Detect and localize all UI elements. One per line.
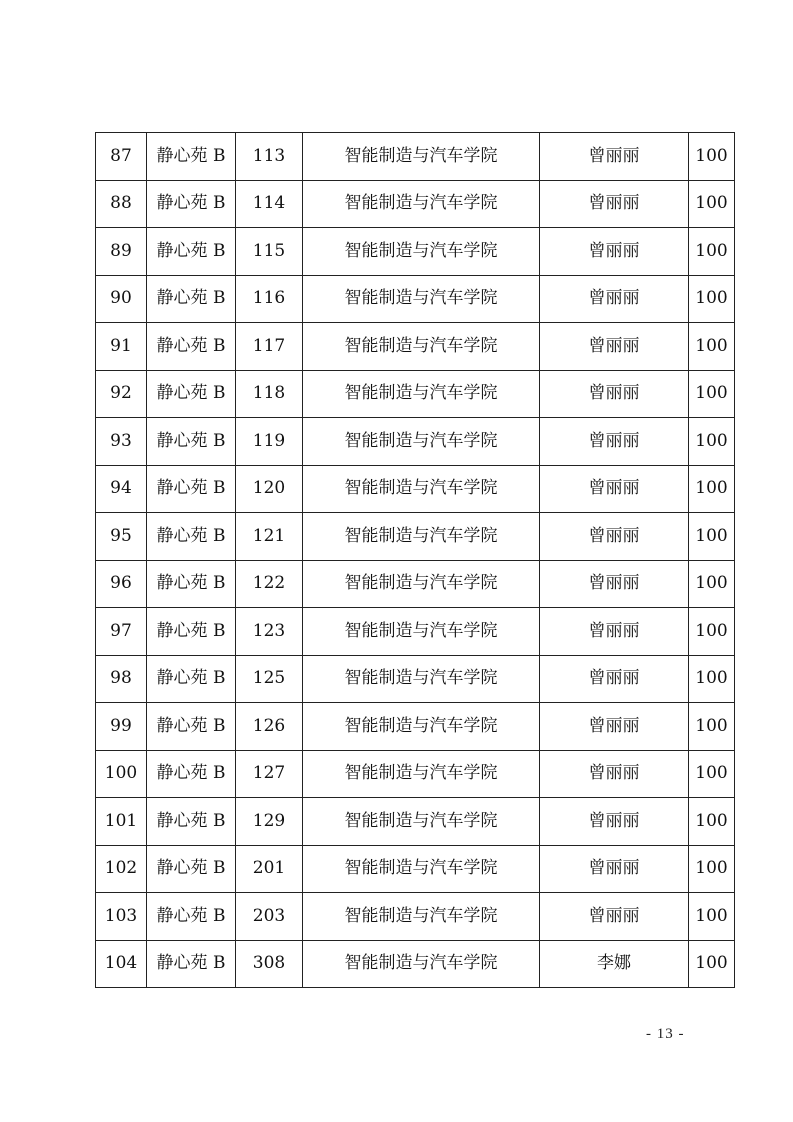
table-row bbox=[96, 465, 735, 513]
score-cell: 100 bbox=[689, 798, 735, 846]
college-cell: 智能制造与汽车学院 bbox=[303, 418, 540, 466]
room-number-cell: 122 bbox=[236, 560, 303, 608]
row-index-cell: 103 bbox=[96, 893, 147, 941]
table-row bbox=[96, 940, 735, 988]
college-cell: 智能制造与汽车学院 bbox=[303, 893, 540, 941]
score-cell: 100 bbox=[689, 465, 735, 513]
score-cell: 100 bbox=[689, 750, 735, 798]
score-cell: 100 bbox=[689, 703, 735, 751]
table-row bbox=[96, 845, 735, 893]
score-cell: 100 bbox=[689, 845, 735, 893]
table-row bbox=[96, 703, 735, 751]
building-cell: 静心苑 B bbox=[147, 798, 236, 846]
score-cell: 100 bbox=[689, 370, 735, 418]
score-cell: 100 bbox=[689, 560, 735, 608]
room-number-cell: 113 bbox=[236, 133, 303, 181]
room-number-cell: 117 bbox=[236, 323, 303, 371]
room-number-cell: 121 bbox=[236, 513, 303, 561]
row-index-cell: 90 bbox=[96, 275, 147, 323]
college-cell: 智能制造与汽车学院 bbox=[303, 228, 540, 276]
table-row bbox=[96, 655, 735, 703]
row-index-cell: 89 bbox=[96, 228, 147, 276]
college-cell: 智能制造与汽车学院 bbox=[303, 180, 540, 228]
table-row bbox=[96, 560, 735, 608]
room-number-cell: 119 bbox=[236, 418, 303, 466]
counselor-cell: 曾丽丽 bbox=[540, 370, 689, 418]
counselor-cell: 曾丽丽 bbox=[540, 418, 689, 466]
table-row bbox=[96, 798, 735, 846]
score-cell: 100 bbox=[689, 418, 735, 466]
counselor-cell: 曾丽丽 bbox=[540, 513, 689, 561]
counselor-cell: 曾丽丽 bbox=[540, 703, 689, 751]
college-cell: 智能制造与汽车学院 bbox=[303, 513, 540, 561]
room-number-cell: 308 bbox=[236, 940, 303, 988]
score-cell: 100 bbox=[689, 893, 735, 941]
score-cell: 100 bbox=[689, 323, 735, 371]
counselor-cell: 曾丽丽 bbox=[540, 228, 689, 276]
room-number-cell: 126 bbox=[236, 703, 303, 751]
table-row bbox=[96, 275, 735, 323]
college-cell: 智能制造与汽车学院 bbox=[303, 703, 540, 751]
row-index-cell: 100 bbox=[96, 750, 147, 798]
score-cell: 100 bbox=[689, 275, 735, 323]
score-cell: 100 bbox=[689, 608, 735, 656]
college-cell: 智能制造与汽车学院 bbox=[303, 798, 540, 846]
room-number-cell: 127 bbox=[236, 750, 303, 798]
row-index-cell: 87 bbox=[96, 133, 147, 181]
row-index-cell: 96 bbox=[96, 560, 147, 608]
building-cell: 静心苑 B bbox=[147, 845, 236, 893]
college-cell: 智能制造与汽车学院 bbox=[303, 323, 540, 371]
table-row bbox=[96, 750, 735, 798]
room-number-cell: 120 bbox=[236, 465, 303, 513]
building-cell: 静心苑 B bbox=[147, 608, 236, 656]
row-index-cell: 101 bbox=[96, 798, 147, 846]
table-row bbox=[96, 180, 735, 228]
counselor-cell: 曾丽丽 bbox=[540, 133, 689, 181]
counselor-cell: 曾丽丽 bbox=[540, 893, 689, 941]
building-cell: 静心苑 B bbox=[147, 228, 236, 276]
building-cell: 静心苑 B bbox=[147, 750, 236, 798]
score-cell: 100 bbox=[689, 133, 735, 181]
score-cell: 100 bbox=[689, 940, 735, 988]
table-row bbox=[96, 370, 735, 418]
building-cell: 静心苑 B bbox=[147, 133, 236, 181]
building-cell: 静心苑 B bbox=[147, 180, 236, 228]
counselor-cell: 曾丽丽 bbox=[540, 608, 689, 656]
counselor-cell: 曾丽丽 bbox=[540, 323, 689, 371]
row-index-cell: 98 bbox=[96, 655, 147, 703]
building-cell: 静心苑 B bbox=[147, 703, 236, 751]
row-index-cell: 93 bbox=[96, 418, 147, 466]
row-index-cell: 104 bbox=[96, 940, 147, 988]
table-row bbox=[96, 133, 735, 181]
college-cell: 智能制造与汽车学院 bbox=[303, 750, 540, 798]
college-cell: 智能制造与汽车学院 bbox=[303, 465, 540, 513]
table-row bbox=[96, 418, 735, 466]
building-cell: 静心苑 B bbox=[147, 418, 236, 466]
counselor-cell: 曾丽丽 bbox=[540, 180, 689, 228]
room-number-cell: 125 bbox=[236, 655, 303, 703]
building-cell: 静心苑 B bbox=[147, 893, 236, 941]
room-number-cell: 123 bbox=[236, 608, 303, 656]
counselor-cell: 曾丽丽 bbox=[540, 798, 689, 846]
room-number-cell: 114 bbox=[236, 180, 303, 228]
building-cell: 静心苑 B bbox=[147, 275, 236, 323]
table-body bbox=[96, 133, 735, 988]
row-index-cell: 95 bbox=[96, 513, 147, 561]
college-cell: 智能制造与汽车学院 bbox=[303, 940, 540, 988]
row-index-cell: 97 bbox=[96, 608, 147, 656]
score-cell: 100 bbox=[689, 180, 735, 228]
table-row bbox=[96, 513, 735, 561]
building-cell: 静心苑 B bbox=[147, 465, 236, 513]
college-cell: 智能制造与汽车学院 bbox=[303, 608, 540, 656]
counselor-cell: 曾丽丽 bbox=[540, 750, 689, 798]
college-cell: 智能制造与汽车学院 bbox=[303, 275, 540, 323]
room-number-cell: 201 bbox=[236, 845, 303, 893]
row-index-cell: 94 bbox=[96, 465, 147, 513]
building-cell: 静心苑 B bbox=[147, 560, 236, 608]
table-row bbox=[96, 323, 735, 371]
page-number: - 13 - bbox=[646, 1026, 685, 1042]
row-index-cell: 91 bbox=[96, 323, 147, 371]
counselor-cell: 曾丽丽 bbox=[540, 275, 689, 323]
row-index-cell: 99 bbox=[96, 703, 147, 751]
score-cell: 100 bbox=[689, 228, 735, 276]
counselor-cell: 曾丽丽 bbox=[540, 845, 689, 893]
building-cell: 静心苑 B bbox=[147, 655, 236, 703]
room-number-cell: 129 bbox=[236, 798, 303, 846]
table-row bbox=[96, 893, 735, 941]
row-index-cell: 102 bbox=[96, 845, 147, 893]
row-index-cell: 92 bbox=[96, 370, 147, 418]
counselor-cell: 曾丽丽 bbox=[540, 560, 689, 608]
building-cell: 静心苑 B bbox=[147, 940, 236, 988]
building-cell: 静心苑 B bbox=[147, 323, 236, 371]
college-cell: 智能制造与汽车学院 bbox=[303, 370, 540, 418]
counselor-cell: 李娜 bbox=[540, 940, 689, 988]
building-cell: 静心苑 B bbox=[147, 370, 236, 418]
college-cell: 智能制造与汽车学院 bbox=[303, 560, 540, 608]
score-cell: 100 bbox=[689, 513, 735, 561]
score-cell: 100 bbox=[689, 655, 735, 703]
room-number-cell: 116 bbox=[236, 275, 303, 323]
building-cell: 静心苑 B bbox=[147, 513, 236, 561]
room-number-cell: 203 bbox=[236, 893, 303, 941]
college-cell: 智能制造与汽车学院 bbox=[303, 845, 540, 893]
table-row bbox=[96, 228, 735, 276]
room-number-cell: 118 bbox=[236, 370, 303, 418]
counselor-cell: 曾丽丽 bbox=[540, 465, 689, 513]
dormitory-score-table bbox=[95, 132, 735, 988]
table-row bbox=[96, 608, 735, 656]
room-number-cell: 115 bbox=[236, 228, 303, 276]
college-cell: 智能制造与汽车学院 bbox=[303, 133, 540, 181]
counselor-cell: 曾丽丽 bbox=[540, 655, 689, 703]
college-cell: 智能制造与汽车学院 bbox=[303, 655, 540, 703]
row-index-cell: 88 bbox=[96, 180, 147, 228]
